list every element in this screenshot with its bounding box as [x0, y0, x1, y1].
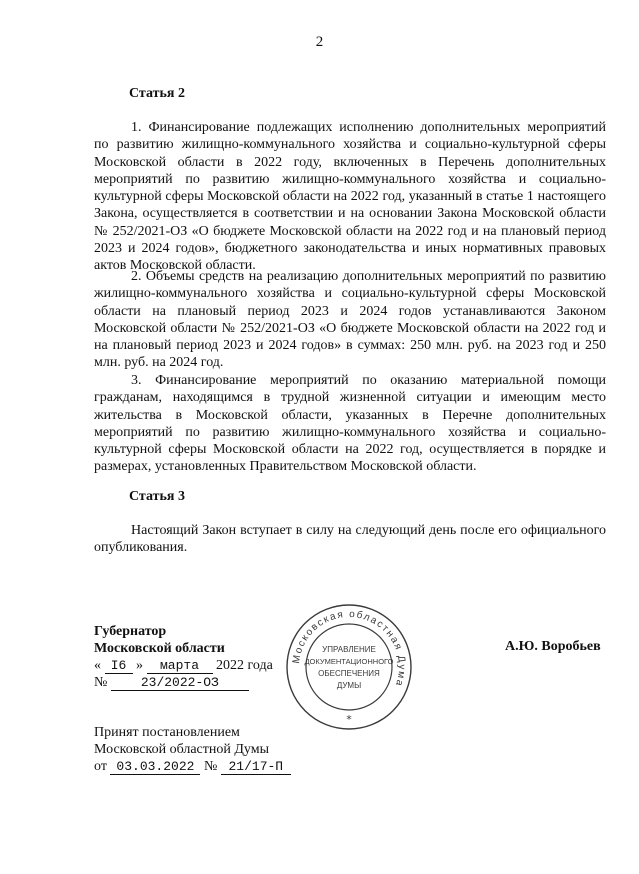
article-2-paragraph-3: 3. Финансирование мероприятий по оказанию материальной помощи гражданам, находящимся в трудной жизненной ситуации и имеющим место жительства в Московской области, указанных в Перечне дополнительных мероприятий по развитию жилищно-коммунального хозяйства и социально-культурной сферы Московской области на 2022 год, осуществляется в порядке и размерах, установленных Правительством Московской области. — [94, 373, 606, 475]
adoption-line-1: Принят постановлением — [94, 725, 240, 740]
adoption-number: 21/17-П — [221, 759, 291, 775]
article-2-paragraph-1: 1. Финансирование подлежащих исполнению дополнительных мероприятий по развитию жилищно-коммунального хозяйства и социально-культурной сферы Московской области в 2022 году, включенных в Перечень дополнительных мероприятий по развитию жилищно-коммунального хозяйства и социально-культурной сферы Московской области на 2022 год, указанный в статье 1 настоящего Закона, осуществляется в соответствии и на основании Закона Московской области № 252/2021-ОЗ «О бюджете Московской области на 2022 год и на плановый период 2023 и 2024 годов», бюджетного законодательства и иных нормативных правовых актов Московской области. — [94, 120, 606, 274]
duma-stamp-seal — [284, 602, 414, 732]
stamp-line-2: ДОКУМЕНТАЦИОННОГО — [304, 657, 394, 666]
article-2-paragraph-2: 2. Объемы средств на реализацию дополнительных мероприятий по развитию жилищно-коммунального хозяйства и социально-культурной сферы Московской области на плановый период 2023 и 2024 годов устанавливаются Законом Московской области № 252/2021-ОЗ «О бюджете Московской области на 2022 год и на плановый период 2023 и 2024 годов» в суммах: 250 млн. руб. на 2023 год и 250 млн. руб. на 2024 год. — [94, 269, 606, 371]
law-year: 2022 года — [216, 658, 273, 673]
stamp-inner-ring — [306, 624, 392, 710]
article-3-heading: Статья 3 — [129, 489, 185, 504]
article-2-heading: Статья 2 — [129, 86, 185, 101]
law-date-row — [94, 657, 273, 674]
stamp-line-3: ОБЕСПЕЧЕНИЯ — [318, 669, 380, 678]
adoption-date-row — [94, 758, 291, 775]
law-number-sign: № — [94, 675, 108, 690]
signatory-title-line2: Московской области — [94, 641, 225, 656]
stamp-ring-text: Московская областная Дума — [290, 608, 408, 689]
law-month: марта — [147, 658, 213, 674]
stamp-line-1: УПРАВЛЕНИЕ — [322, 645, 376, 654]
duma-stamp — [284, 602, 414, 732]
signature-block — [94, 623, 273, 691]
signer-name: А.Ю. Воробьев — [505, 639, 601, 654]
signatory-title-line1: Губернатор — [94, 624, 167, 639]
article-3-paragraph: Настоящий Закон вступает в силу на следующий день после его официального опубликования. — [94, 523, 606, 556]
date-open-quote: « — [94, 658, 101, 673]
adoption-block — [94, 724, 291, 775]
adoption-from-label: от — [94, 759, 107, 774]
date-close-quote: » — [136, 658, 143, 673]
adoption-line-2: Московской областной Думы — [94, 742, 269, 757]
adoption-number-sign: № — [203, 759, 218, 774]
page-number: 2 — [315, 34, 324, 50]
stamp-star-icon: * — [346, 713, 352, 726]
law-day: I6 — [105, 658, 133, 674]
law-number: 23/2022-ОЗ — [111, 675, 249, 691]
law-number-row — [94, 674, 273, 691]
adoption-date: 03.03.2022 — [110, 759, 200, 775]
stamp-line-4: ДУМЫ — [336, 681, 362, 690]
